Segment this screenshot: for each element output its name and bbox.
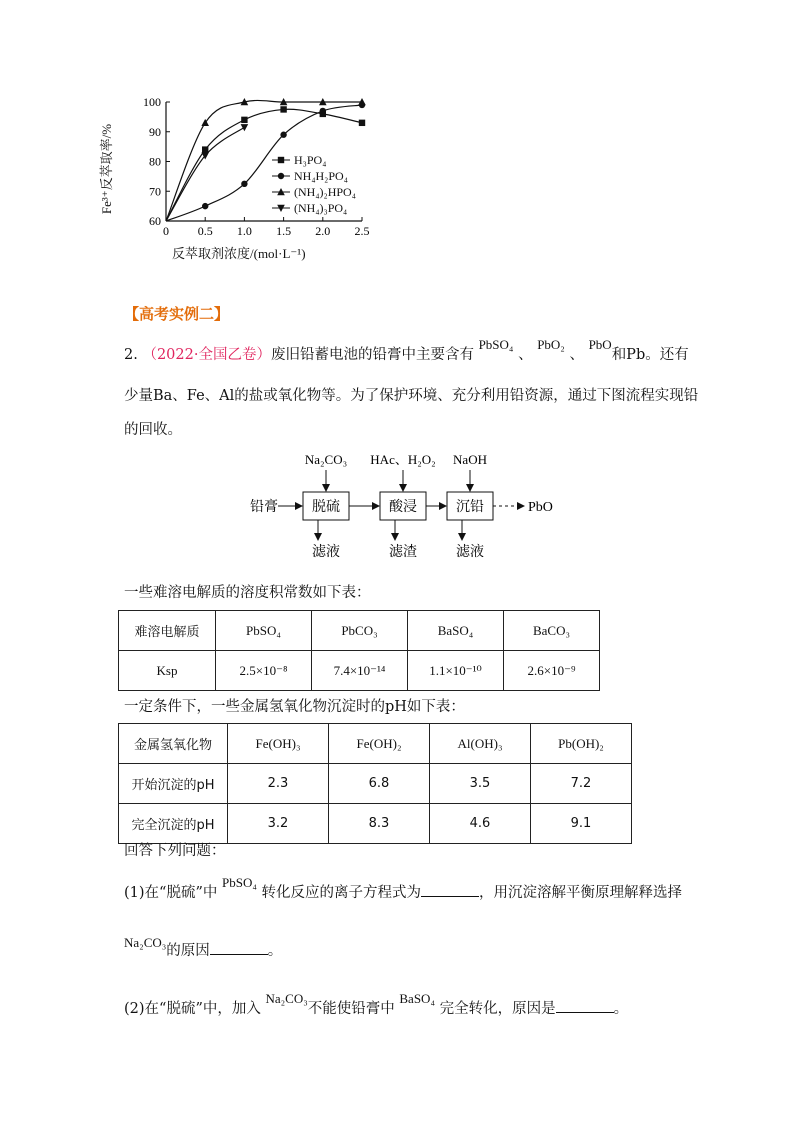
table2-cell: 7.2	[531, 764, 632, 804]
data-point	[202, 203, 208, 209]
table1-intro: 一些难溶电解质的溶度积常数如下表：	[124, 585, 371, 601]
question-source: （2022·全国乙卷）	[142, 347, 271, 363]
x-tick-label: 1.0	[236, 224, 252, 238]
x-tick-label: 0.5	[197, 224, 213, 238]
table1-header-baso4: BaSO₄	[408, 611, 504, 651]
table2-header-feoh2: Fe(OH)₂	[329, 724, 430, 764]
table2-row-label: 完全沉淀的pH	[119, 804, 228, 844]
flow-output-3: 滤液	[456, 545, 484, 560]
y-tick-label: 60	[149, 214, 161, 228]
question-stem-line2: 少量Ba、Fe、Al的盐或氧化物等。为了保护环境、充分利用铅资源，通过下图流程实现铅	[124, 388, 699, 404]
flow-reagent-2: HAc、H₂O₂	[370, 452, 436, 467]
flow-output-2: 滤渣	[389, 545, 417, 560]
data-point	[202, 146, 208, 152]
q2-compound2: BaSO₄	[399, 991, 435, 1006]
flow-reagent-3: NaOH	[453, 452, 487, 467]
compound-pbso4: PbSO₄	[478, 337, 514, 352]
data-point	[241, 181, 247, 187]
subquestion-1-line1	[124, 875, 682, 908]
data-point	[280, 132, 286, 138]
y-tick-label: 80	[149, 154, 161, 169]
legend-marker	[278, 173, 284, 179]
question-stem-line3: 的回收。	[124, 422, 182, 438]
legend-label: (NH₄)₂HPO₄	[294, 185, 356, 199]
table2-cell: 3.5	[430, 764, 531, 804]
chart-xlabel: 反萃取剂浓度/(mol·L⁻¹)	[172, 246, 306, 261]
legend-label: H₃PO₄	[294, 153, 327, 167]
flow-product: PbO	[528, 500, 553, 515]
table2-row-label: 开始沉淀的pH	[119, 764, 228, 804]
data-point	[241, 117, 247, 123]
x-tick-label: 0	[163, 224, 169, 238]
subquestion-1-line2	[124, 936, 282, 966]
q1-compound: PbSO₄	[221, 875, 257, 890]
table1-cell: 2.6×10⁻⁹	[504, 651, 600, 691]
legend-marker	[278, 157, 284, 163]
table1-ksp-label: Ksp	[119, 651, 216, 691]
table1-header-baco3: BaCO₃	[504, 611, 600, 651]
question-text1: 废旧铅蓄电池的铅膏中主要含有	[270, 347, 474, 363]
answer-blank[interactable]	[556, 998, 614, 1013]
q2-text-d: 。	[613, 1001, 629, 1017]
table2-header-label: 金属氢氧化物	[119, 724, 228, 764]
y-tick-label: 70	[149, 184, 161, 199]
table2-header-feoh3: Fe(OH)₃	[228, 724, 329, 764]
q1-compound2: Na₂CO₃	[124, 935, 167, 950]
question-and-pb: 和Pb。还有	[611, 347, 689, 363]
ph-table	[118, 723, 632, 844]
ksp-table	[118, 610, 600, 691]
question-number: 2.	[124, 347, 138, 363]
q2-text-a: (2)在“脱硫”中，加入	[124, 1001, 261, 1017]
table2-cell: 9.1	[531, 804, 632, 844]
table1-cell: 1.1×10⁻¹⁰	[408, 651, 504, 691]
table2-cell: 2.3	[228, 764, 329, 804]
table1-cell: 2.5×10⁻⁸	[216, 651, 312, 691]
chart-ylabel: Fe³⁺反萃取率/%	[99, 123, 114, 215]
data-point	[359, 120, 365, 126]
table2-cell: 8.3	[329, 804, 430, 844]
q1-text-e: 。	[267, 943, 283, 959]
flow-input: 铅膏	[250, 500, 278, 515]
chart-legend	[272, 153, 356, 215]
answer-blank[interactable]	[421, 882, 479, 897]
flow-reagent-1: Na₂CO₃	[304, 452, 348, 467]
legend-label: NH₄H₂PO₄	[294, 169, 348, 183]
compound-pbo2: PbO₂	[537, 337, 565, 352]
compound-pbo: PbO	[588, 337, 612, 352]
flow-step-1: 脱硫	[312, 500, 340, 515]
q2-text-c: 完全转化，原因是	[439, 1001, 556, 1017]
flow-step-2: 酸浸	[389, 500, 417, 515]
table2-cell: 3.2	[228, 804, 329, 844]
table2-cell: 6.8	[329, 764, 430, 804]
y-tick-label: 100	[143, 95, 161, 109]
table2-header-pboh2: Pb(OH)₂	[531, 724, 632, 764]
flow-output-1: 滤液	[312, 545, 340, 560]
subquestion-2	[124, 991, 629, 1024]
q1-text-b: 转化反应的离子方程式为	[261, 885, 421, 901]
x-tick-label: 2.0	[315, 224, 331, 238]
table1-header-pbso4: PbSO₄	[216, 611, 312, 651]
q2-text-b: 不能使铅膏中	[307, 1001, 395, 1017]
separator: 、	[518, 347, 533, 363]
table2-cell: 4.6	[430, 804, 531, 844]
x-tick-label: 1.5	[276, 224, 292, 238]
table1-header-label: 难溶电解质	[119, 611, 216, 651]
section-heading: 【高考实例二】	[124, 305, 230, 323]
data-point	[241, 124, 249, 131]
table1-header-pbco3: PbCO₃	[312, 611, 408, 651]
q1-text-d: 的原因	[166, 943, 210, 959]
table2-header-aloh3: Al(OH)₃	[430, 724, 531, 764]
extraction-rate-chart	[100, 88, 380, 268]
question-stem-line1	[124, 337, 689, 370]
table1-cell: 7.4×10⁻¹⁴	[312, 651, 408, 691]
x-tick-label: 2.5	[354, 224, 370, 238]
q2-compound: Na₂CO₃	[265, 991, 308, 1006]
table2-intro: 一定条件下，一些金属氢氧化物沉淀时的pH如下表：	[124, 699, 465, 715]
data-point	[320, 108, 326, 114]
answer-blank[interactable]	[210, 940, 268, 955]
answer-intro: 回答下列问题：	[124, 843, 226, 859]
separator: 、	[569, 347, 584, 363]
flow-step-3: 沉铅	[456, 500, 484, 515]
process-flow-diagram	[240, 448, 600, 568]
legend-label: (NH₄)₃PO₄	[294, 201, 348, 215]
q1-text-c: ，用沉淀溶解平衡原理解释选择	[478, 885, 682, 901]
q1-text-a: (1)在“脱硫”中	[124, 885, 218, 901]
y-tick-label: 90	[149, 124, 161, 139]
data-point	[280, 106, 286, 112]
